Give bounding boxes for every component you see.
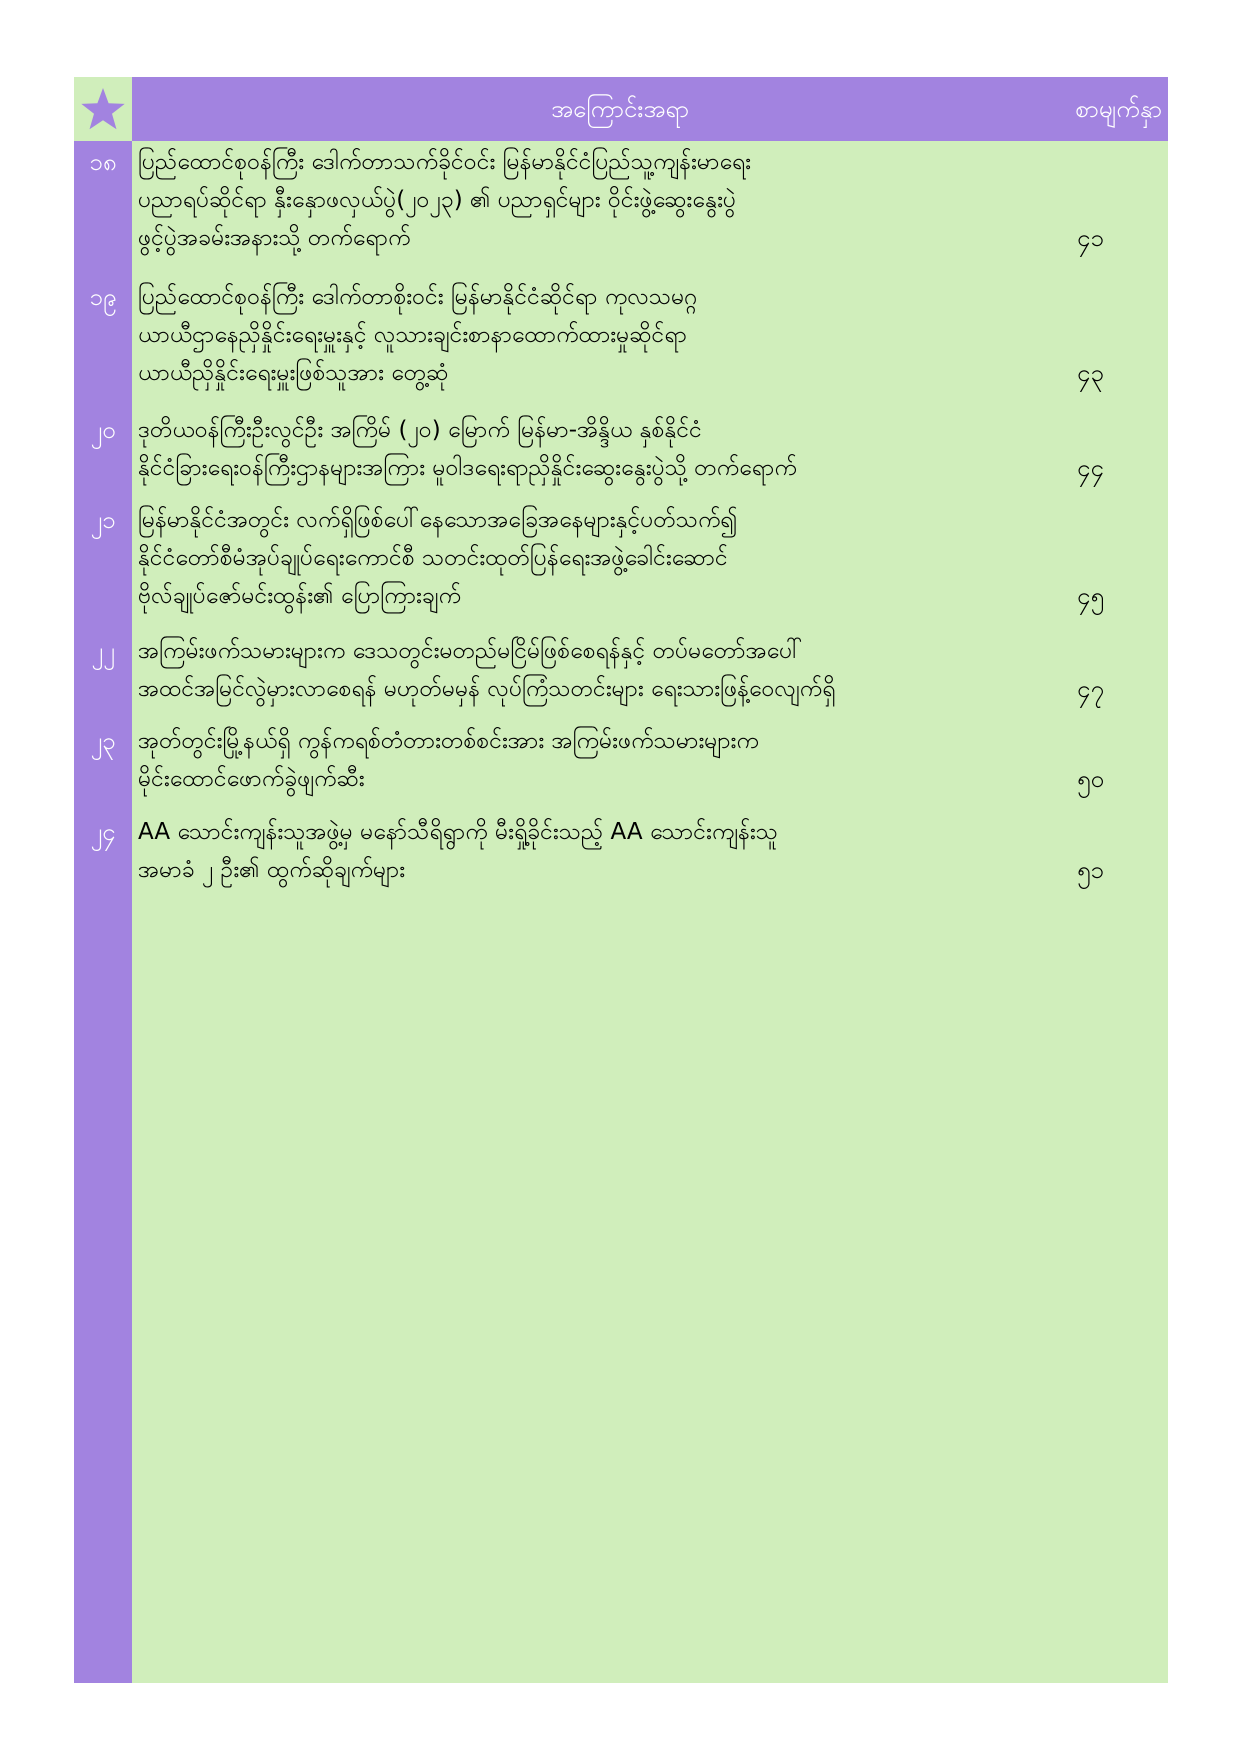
entry-page-number: ၄၃ bbox=[1077, 359, 1104, 387]
entry-number: ၂၀ bbox=[90, 416, 116, 444]
toc-title: အကြောင်းအရာ bbox=[551, 95, 689, 123]
toc-entry[interactable] bbox=[74, 501, 1168, 615]
entry-title-line: ပြည်ထောင်စုဝန်ကြီး ဒေါက်တာစိုးဝင်း မြန်မာနိုင်ငံဆိုင်ရာ ကုလသမဂ္ဂ bbox=[138, 284, 698, 310]
toc-entry[interactable] bbox=[74, 722, 1168, 798]
entry-page-number: ၄၅ bbox=[1077, 582, 1104, 610]
entry-page-number: ၅၀ bbox=[1077, 765, 1104, 793]
entry-number: ၁၉ bbox=[89, 283, 117, 311]
entry-number: ၂၄ bbox=[90, 818, 116, 846]
entry-number: ၂၃ bbox=[90, 727, 116, 755]
entry-title bbox=[138, 722, 1018, 798]
toc-entry[interactable] bbox=[74, 143, 1168, 257]
toc-entry[interactable] bbox=[74, 813, 1168, 889]
entry-title-line: ဒုတိယဝန်ကြီးဦးလွင်ဦး အကြိမ် (၂၀) မြောက် မြန်မာ-အိန္ဒိယ နှစ်နိုင်ငံ bbox=[138, 417, 702, 443]
entry-number: ၂၁ bbox=[90, 506, 116, 534]
entry-page-number: ၅၁ bbox=[1077, 856, 1104, 884]
entry-title bbox=[138, 278, 1018, 392]
entry-title-line: ယာယီညှိနှိုင်းရေးမှူးဖြစ်သူအား တွေ့ဆုံ bbox=[138, 360, 449, 386]
entry-title-line: AA သောင်းကျန်းသူအဖွဲ့မှ မနော်သီရိရွာကို မီးရှို့ခိုင်းသည့် AA သောင်းကျန်းသူ bbox=[138, 819, 778, 845]
entry-page-number: ၄၄ bbox=[1077, 454, 1104, 482]
toc-entry[interactable] bbox=[74, 411, 1168, 487]
table-of-contents bbox=[74, 77, 1168, 1683]
entry-title bbox=[138, 501, 1018, 615]
entry-title-line: အုတ်တွင်းမြို့နယ်ရှိ ကွန်ကရစ်တံတားတစ်စင်းအား အကြမ်းဖက်သမားများက bbox=[138, 728, 759, 754]
entry-title-line: အထင်အမြင်လွဲမှားလာစေရန် မဟုတ်မမှန် လုပ်ကြံသတင်းများ ရေးသားဖြန့်ဝေလျက်ရှိ bbox=[138, 676, 836, 702]
entry-title-line: ယာယီဌာနေညှိနှိုင်းရေးမှူးနှင့် လူသားချင်းစာနာထောက်ထားမှုဆိုင်ရာ bbox=[138, 322, 687, 348]
entry-title-line: နိုင်ငံတော်စီမံအုပ်ချုပ်ရေးကောင်စီ သတင်းထုတ်ပြန်ရေးအဖွဲ့ခေါင်းဆောင် bbox=[138, 545, 728, 571]
toc-header bbox=[132, 77, 1168, 141]
entry-title-line: မိုင်းထောင်ဖောက်ခွဲဖျက်ဆီး bbox=[138, 766, 365, 792]
entry-number: ၂၂ bbox=[91, 637, 115, 665]
entry-title-line: အကြမ်းဖက်သမားများက ဒေသတွင်းမတည်မငြိမ်ဖြစ်စေရန်နှင့် တပ်မတော်အပေါ် bbox=[138, 638, 803, 664]
entry-title-line: ပညာရပ်ဆိုင်ရာ နှီးနှောဖလှယ်ပွဲ(၂၀၂၃) ၏ ပညာရှင်များ ဝိုင်းဖွဲ့ဆွေးနွေးပွဲ bbox=[138, 187, 737, 213]
entry-title-line: ပြည်ထောင်စုဝန်ကြီး ဒေါက်တာသက်ခိုင်ဝင်း မြန်မာနိုင်ငံပြည်သူ့ကျန်းမာရေး bbox=[138, 149, 751, 175]
entry-page-number: ၄၁ bbox=[1077, 224, 1104, 252]
page-column-label: စာမျက်နှာ bbox=[1075, 95, 1162, 123]
entry-title bbox=[138, 813, 1018, 889]
entry-title-line: ဗိုလ်ချုပ်ဇော်မင်းထွန်း၏ ပြောကြားချက် bbox=[138, 583, 461, 609]
entry-title-line: အမာခံ ၂ ဦး၏ ထွက်ဆိုချက်များ bbox=[138, 857, 406, 883]
entry-title-line: နိုင်ငံခြားရေးဝန်ကြီးဌာနများအကြား မူဝါဒရေးရာညှိနှိုင်းဆွေးနွေးပွဲသို့ တက်ရောက် bbox=[138, 455, 797, 481]
toc-entry[interactable] bbox=[74, 278, 1168, 392]
entry-title bbox=[138, 411, 1018, 487]
entry-title bbox=[138, 632, 1018, 708]
entry-title-line: ဖွင့်ပွဲအခမ်းအနားသို့ တက်ရောက် bbox=[138, 225, 411, 251]
entry-title-line: မြန်မာနိုင်ငံအတွင်း လက်ရှိဖြစ်ပေါ်နေသောအခြေအနေများနှင့်ပတ်သက်၍ bbox=[138, 507, 738, 533]
toc-entry[interactable] bbox=[74, 632, 1168, 708]
entry-page-number: ၄၇ bbox=[1077, 675, 1104, 703]
entry-title bbox=[138, 143, 1018, 257]
entry-number: ၁၈ bbox=[89, 148, 117, 176]
